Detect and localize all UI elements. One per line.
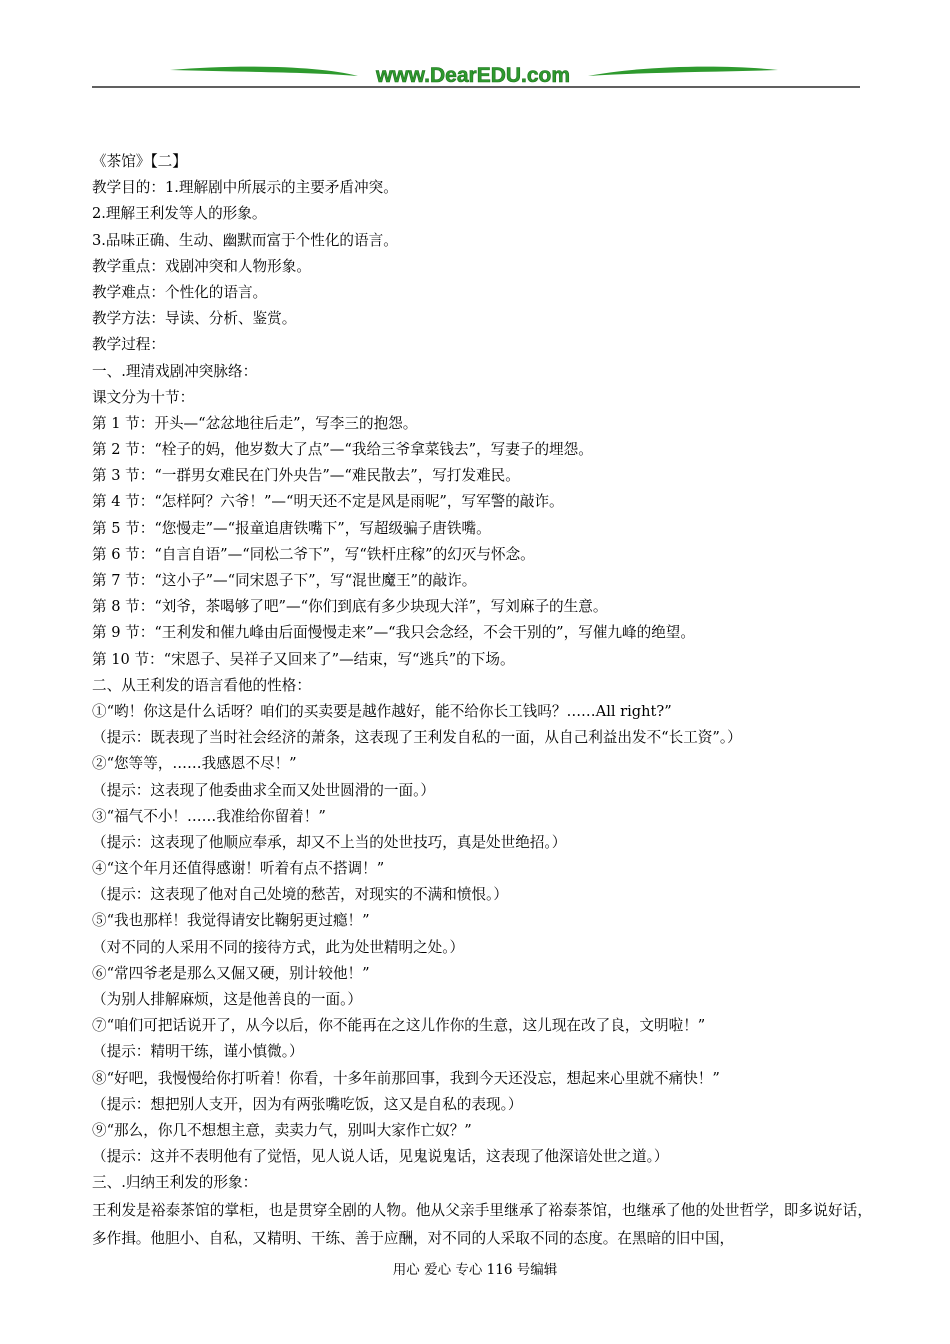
teaching-method: 教学方法：导读、分析、鉴赏。	[92, 310, 297, 328]
site-logo-banner	[0, 0, 950, 100]
hint-4: （提示：这表现了他对自己处境的愁苦，对现实的不满和愤恨。）	[92, 886, 508, 904]
section-heading-1: 一、.理清戏剧冲突脉络：	[92, 362, 258, 380]
quote-1: ①“哟！你这是什么话呀？咱们的买卖要是越作越好，能不给你长工钱吗？……All right?”	[92, 702, 672, 720]
teaching-goal: 教学目的：1.理解剧中所展示的主要矛盾冲突。	[92, 179, 398, 197]
section-item-2: 第 2 节：“栓子的妈，他岁数大了点”—“我给三爷拿菜钱去”，写妻子的埋怨。	[92, 441, 593, 459]
hint-7: （提示：精明干练，谨小慎微。）	[92, 1043, 304, 1061]
section-heading-3: 三、.归纳王利发的形象：	[92, 1174, 258, 1192]
section-item-7: 第 7 节：“这小子”—“同宋恩子下”，写“混世魔王”的敲诈。	[92, 572, 477, 589]
hint-5: （对不同的人采用不同的接待方式，此为处世精明之处。）	[92, 938, 465, 956]
teaching-process: 教学过程：	[92, 336, 165, 354]
teaching-focus: 教学重点：戏剧冲突和人物形象。	[92, 257, 311, 275]
section-item-8: 第 8 节：“刘爷，茶喝够了吧”—“你们到底有多少块现大洋”，写刘麻子的生意。	[92, 598, 608, 616]
quote-7: ⑦“咱们可把话说开了，从今以后，你不能再在之这儿作你的生意，这儿现在改了良，文明啦！”	[92, 1017, 706, 1035]
section-heading-2: 二、从王利发的语言看他的性格：	[92, 676, 311, 694]
teaching-goal-3: 3.品味正确、生动、幽默而富于个性化的语言。	[92, 231, 398, 249]
section-item-4: 第 4 节：“怎样阿？六爷！”—“明天还不定是风是雨呢”，写军警的敲诈。	[92, 493, 564, 511]
hint-9: （提示：这并不表明他有了觉悟，见人说人话，见鬼说鬼话，这表现了他深谙处世之道。）	[92, 1148, 669, 1166]
quote-4: ④“这个年月还值得感谢！听着有点不搭调！”	[92, 860, 385, 878]
section-item-10: 第 10 节：“宋恩子、吴祥子又回来了”—结束，写“逃兵”的下场。	[92, 650, 515, 668]
hint-2: （提示：这表现了他委曲求全而又处世圆滑的一面。）	[92, 781, 435, 799]
teaching-goal-2: 2.理解王利发等人的形象。	[92, 205, 267, 223]
section-item-3: 第 3 节：“一群男女难民在门外央告”—“难民散去”，写打发难民。	[92, 467, 520, 485]
site-logo-text[interactable]: www.DearEDU.com	[375, 64, 571, 87]
text-line: 课文分为十节：	[92, 388, 195, 406]
page-footer: 用心 爱心 专心 116 号编辑	[392, 1262, 558, 1278]
document-body	[92, 149, 872, 1253]
quote-2: ②“您等等，……我感恩不尽！”	[92, 755, 297, 773]
section-item-9: 第 9 节：“王利发和催九峰由后面慢慢走来”—“我只会念经，不会干别的”，写催九峰的绝望。	[92, 624, 695, 642]
quote-8: ⑧“好吧，我慢慢给你打听着！你看，十多年前那回事，我到今天还没忘，想起来心里就不痛快！”	[92, 1069, 720, 1087]
section-item-1: 第 1 节：开头—“忿忿地往后走”，写李三的抱怨。	[92, 414, 418, 432]
hint-3: （提示：这表现了他顺应奉承，却又不上当的处世技巧，真是处世绝招。）	[92, 833, 567, 851]
left-swoosh	[170, 67, 358, 76]
section-item-6: 第 6 节：“自言自语”—“同松二爷下”，写“铁杆庄稼”的幻灭与怀念。	[92, 545, 535, 563]
hint-6: （为别人排解麻烦，这是他善良的一面。）	[92, 991, 362, 1008]
quote-9: ⑨“那么，你几不想想主意，卖卖力气，别叫大家作亡奴？”	[92, 1121, 472, 1139]
doc-title: 《茶馆》【二】	[92, 153, 187, 170]
quote-3: ③“福气不小！……我准给你留着！”	[92, 807, 326, 825]
quote-6: ⑥“常四爷老是那么又倔又硬，别计较他！”	[92, 964, 370, 982]
summary-paragraph: 王利发是裕泰茶馆的掌柜，也是贯穿全剧的人物。他从父亲手里继承了裕泰茶馆，也继承了他的处世哲学，即多说好话，多作揖。他胆小、自私，又精明、干练、善于应酬，对不同的人采取不同的态度。在黑暗的旧中国，	[92, 1201, 872, 1247]
teaching-difficulty: 教学难点：个性化的语言。	[92, 283, 268, 301]
hint-8: （提示：想把别人支开，因为有两张嘴吃饭，这又是自私的表现。）	[92, 1095, 523, 1113]
hint-1: （提示：既表现了当时社会经济的萧条，这表现了王利发自私的一面，从自己利益出发不“长工资”。）	[92, 729, 742, 747]
right-swoosh	[588, 67, 778, 76]
section-item-5: 第 5 节：“您慢走”—“报童追唐铁嘴下”，写超级骗子唐铁嘴。	[92, 519, 491, 537]
quote-5: ⑤“我也那样！我觉得请安比鞠躬更过瘾！”	[92, 912, 370, 930]
page-header	[0, 0, 950, 100]
